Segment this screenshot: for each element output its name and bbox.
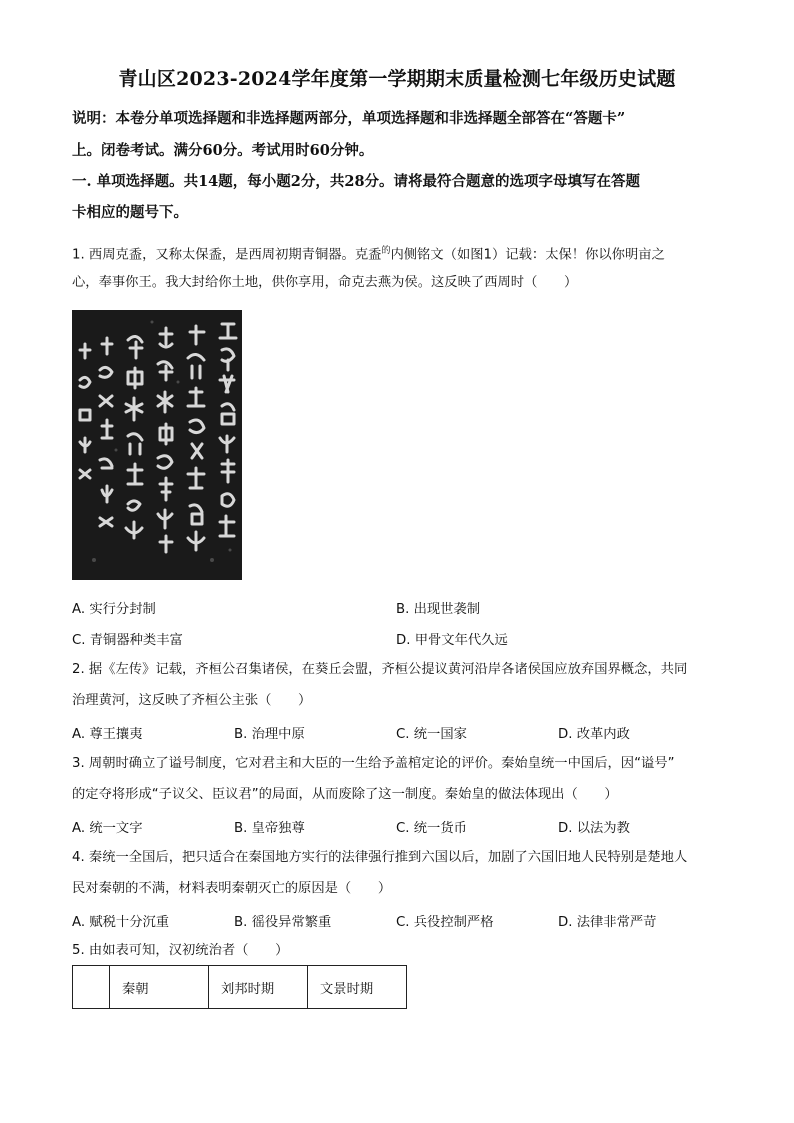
instructions-line-2: 上。闭卷考试。满分60分。考试用时60分钟。 bbox=[72, 142, 374, 159]
q1-option-c: C. 青铜器种类丰富 bbox=[72, 633, 183, 648]
q5-table bbox=[72, 965, 407, 1009]
q3-line-2: 的定夺将形成“子议父、臣议君”的局面，从而废除了这一制度。秦始皇的做法体现出（ ） bbox=[72, 787, 618, 802]
q2-option-b: B. 治理中原 bbox=[234, 727, 305, 742]
q1-options-row-2 bbox=[72, 629, 722, 655]
section1-line-2: 卡相应的题号下。 bbox=[72, 204, 188, 221]
q1-options bbox=[72, 598, 722, 624]
q1-line-1 bbox=[72, 236, 722, 270]
q1-option-a: A. 实行分封制 bbox=[72, 602, 156, 617]
exam-title: 青山区2023-2024学年度第一学期期末质量检测七年级历史试题 bbox=[118, 68, 676, 90]
q2-option-c: C. 统一国家 bbox=[396, 727, 467, 742]
q1-option-d: D. 甲骨文年代久远 bbox=[396, 633, 508, 648]
q1-option-b: B. 出现世袭制 bbox=[396, 602, 481, 617]
q3-option-d: D. 以法为教 bbox=[558, 821, 630, 836]
table-header-cell bbox=[73, 966, 110, 1009]
q5-line-1: 5. 由如表可知，汉初统治者（ ） bbox=[72, 943, 289, 958]
q2-option-a: A. 尊王攘夷 bbox=[72, 727, 143, 742]
q4-option-d: D. 法律非常严苛 bbox=[558, 915, 657, 930]
q2-option-d: D. 改革内政 bbox=[558, 727, 630, 742]
q1-sup: 的 bbox=[381, 246, 391, 256]
section1-line-1: 一. 单项选择题。共14题，每小题2分，共28分。请将最符合题意的选项字母填写在答题 bbox=[72, 173, 641, 190]
q3-option-c: C. 统一货币 bbox=[396, 821, 467, 836]
q2-line-2: 治理黄河，这反映了齐桓公主张（ ） bbox=[72, 693, 312, 708]
q3-options bbox=[72, 817, 722, 843]
q4-options bbox=[72, 911, 722, 937]
q4-option-b: B. 徭役异常繁重 bbox=[234, 915, 332, 930]
table-header-cell: 文景时期 bbox=[308, 966, 407, 1009]
q1-line-2: 心，奉事你王。我大封给你土地，供你享用，命克去燕为侯。这反映了西周时（ ） bbox=[72, 275, 578, 290]
q2-line-1: 2. 据《左传》记载，齐桓公召集诸侯，在葵丘会盟，齐桓公提议黄河沿岸各诸侯国应放弃国界概念，共同 bbox=[72, 662, 688, 677]
table-header-cell: 秦朝 bbox=[110, 966, 209, 1009]
q2-options bbox=[72, 723, 722, 749]
table-row bbox=[73, 966, 407, 1009]
bronze-inscription-rubbing-image bbox=[72, 310, 242, 580]
q3-option-a: A. 统一文字 bbox=[72, 821, 143, 836]
q3-option-b: B. 皇帝独尊 bbox=[234, 821, 305, 836]
q1-text-a: 1. 西周克盉，又称太保盉，是西周初期青铜器。克盉 bbox=[72, 247, 382, 263]
q4-line-2: 民对秦朝的不满，材料表明秦朝灭亡的原因是（ ） bbox=[72, 881, 392, 896]
q1-text-b: 内侧铭文（如图1）记载：太保！你以你明亩之 bbox=[390, 247, 665, 263]
instructions-line-1: 说明：本卷分单项选择题和非选择题两部分，单项选择题和非选择题全部答在“答题卡” bbox=[72, 110, 626, 127]
q4-option-a: A. 赋税十分沉重 bbox=[72, 915, 170, 930]
table-header-cell: 刘邦时期 bbox=[209, 966, 308, 1009]
q4-line-1: 4. 秦统一全国后，把只适合在秦国地方实行的法律强行推到六国以后，加剧了六国旧地人民特别是楚地人 bbox=[72, 850, 688, 865]
q4-option-c: C. 兵役控制严格 bbox=[396, 915, 494, 930]
q3-line-1: 3. 周朝时确立了谥号制度，它对君主和大臣的一生给予盖棺定论的评价。秦始皇统一中国后，因“谥号” bbox=[72, 756, 675, 771]
